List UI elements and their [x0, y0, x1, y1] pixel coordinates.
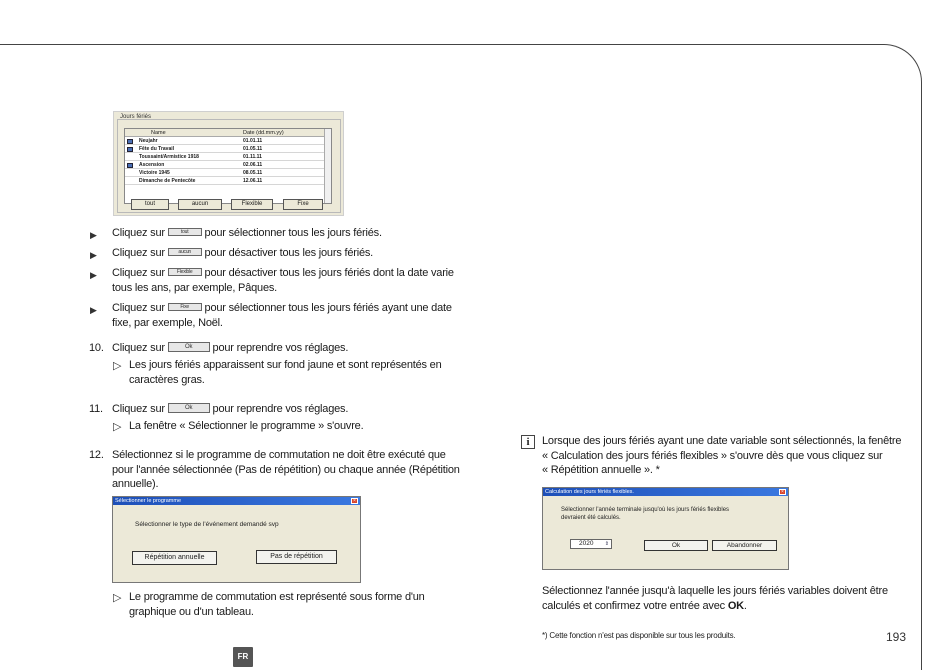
bullet-4-text	[112, 301, 452, 330]
dialog-titlebar	[113, 497, 360, 505]
holiday-name: Toussaint/Armistice 1918	[139, 154, 199, 160]
step-12-text	[112, 448, 460, 492]
step-12-result-line2: graphique ou d'un tableau.	[129, 605, 254, 618]
final-line2-post: .	[743, 599, 747, 612]
info-note-line1: Lorsque des jours fériés ayant une date variable sont sélectionnés, la fenêtre	[542, 435, 902, 447]
bullet-1-pre: Cliquez sur	[112, 227, 165, 239]
final-instruction	[542, 584, 888, 613]
select-program-dialog	[112, 496, 361, 583]
holidays-legend: Jours fériés	[120, 114, 152, 120]
step-10-result-line1: Les jours fériés apparaissent sur fond jaune et sont représentés en	[129, 359, 442, 371]
table-row[interactable]	[125, 154, 325, 161]
footnote: *) Cette fonction n'est pas disponible sur tous les produits.	[542, 631, 736, 640]
dialog-titlebar	[543, 488, 788, 496]
annual-repeat-button[interactable]: Répétition annuelle	[132, 551, 217, 565]
step-10-result-line2: caractères gras.	[129, 373, 205, 386]
inline-ok-button: Ok	[168, 342, 210, 352]
bullet-3-pre: Cliquez sur	[112, 267, 165, 279]
none-button[interactable]: aucun	[178, 199, 222, 210]
step-10-number: 10.	[89, 342, 104, 354]
bullet-4-post: pour sélectionner tous les jours fériés ayant une date	[204, 302, 452, 314]
page-number: 193	[886, 630, 907, 644]
inline-all-button: tout	[168, 228, 202, 236]
holiday-date: 08.05.11	[243, 170, 263, 176]
flexible-button[interactable]: Flexible	[231, 199, 273, 210]
bullet-arrow: ▶	[90, 230, 97, 240]
holiday-name: Fête du Travail	[139, 146, 175, 152]
table-row[interactable]	[125, 170, 325, 177]
bullet-4-pre: Cliquez sur	[112, 302, 165, 314]
step-11-result: La fenêtre « Sélectionner le programme » s'ouvre.	[129, 420, 364, 432]
holidays-table-header	[125, 129, 325, 137]
ok-button[interactable]: Ok	[644, 540, 708, 551]
bullet-arrow: ▶	[90, 305, 97, 315]
holiday-date: 12.06.11	[243, 178, 263, 184]
bullet-3-text	[112, 266, 454, 295]
inline-ok-button: Ok	[168, 403, 210, 413]
holiday-checkbox[interactable]	[127, 163, 133, 168]
step-12-result-line1: Le programme de commutation est représenté sous forme d'un	[129, 591, 425, 603]
column-date-header: Date (dd.mm.yy)	[243, 130, 284, 136]
holiday-date: 01.01.11	[243, 138, 263, 144]
step-12-line2: pour l'année sélectionnée (Pas de répétition) ou chaque année (Répétition	[112, 463, 460, 476]
dialog-message-line1: Sélectionner l'année terminale jusqu'où les jours fériés flexibles	[561, 507, 730, 513]
inline-fixed-button: Fixe	[168, 303, 202, 311]
holiday-date: 01.11.11	[243, 154, 262, 160]
holidays-dialog	[113, 111, 344, 216]
cancel-button[interactable]: Abandonner	[712, 540, 777, 551]
bullet-3-line2: tous les ans, par exemple, Pâques.	[112, 281, 278, 294]
spinner-arrows-icon[interactable]: ⇕	[604, 541, 609, 547]
result-triangle-icon: ▷	[113, 421, 122, 433]
step-11-pre: Cliquez sur	[112, 403, 165, 415]
result-triangle-icon: ▷	[113, 360, 122, 372]
dialog-title: Sélectionner le programme	[115, 498, 182, 504]
step-12-line3: annuelle).	[112, 478, 159, 490]
language-tag: FR	[233, 647, 253, 667]
bullet-4-line2: fixe, par exemple, Noël.	[112, 316, 223, 329]
close-icon[interactable]: ×	[351, 498, 358, 504]
table-row[interactable]	[125, 146, 325, 153]
table-scrollbar[interactable]	[324, 129, 331, 203]
final-line2-bold: OK	[727, 599, 744, 612]
bullet-arrow: ▶	[90, 250, 97, 260]
inline-none-button: aucun	[168, 248, 202, 256]
step-10-post: pour reprendre vos réglages.	[212, 342, 349, 354]
bullet-2-post: pour désactiver tous les jours fériés.	[204, 247, 374, 259]
step-12-result	[129, 590, 425, 619]
final-line1: Sélectionnez l'année jusqu'à laquelle les jours fériés variables doivent être	[542, 585, 888, 597]
holiday-date: 01.05.11	[243, 146, 263, 152]
calc-flexible-dialog	[542, 487, 789, 570]
no-repeat-button[interactable]: Pas de répétition	[256, 550, 337, 564]
holidays-table[interactable]	[124, 128, 332, 204]
table-row[interactable]	[125, 162, 325, 169]
info-note-line2: « Calculation des jours fériés flexibles » s'ouvre dès que vous cliquez sur	[542, 449, 883, 462]
holiday-name: Neujahr	[139, 138, 158, 144]
info-icon: i	[521, 435, 535, 449]
holiday-checkbox[interactable]	[127, 147, 133, 152]
year-spinner-input[interactable]	[570, 539, 612, 549]
dialog-message-line2: devraient été calculés.	[561, 515, 621, 521]
bullet-2-text	[112, 246, 373, 261]
final-line2-pre: calculés et confirmez votre entrée avec	[542, 599, 728, 612]
inline-flexible-button: Flexible	[168, 268, 202, 276]
dialog-title: Calculation des jours fériés flexibles.	[545, 489, 634, 495]
bullet-2-pre: Cliquez sur	[112, 247, 165, 259]
bullet-3-post: pour désactiver tous les jours fériés dont la date varie	[204, 267, 454, 279]
info-note-line3: « Répétition annuelle ». *	[542, 464, 660, 476]
step-10-result	[129, 358, 442, 387]
bullet-1-text	[112, 226, 382, 241]
info-note	[542, 434, 901, 478]
step-12-number: 12.	[89, 449, 104, 461]
table-row[interactable]	[125, 178, 325, 185]
table-row[interactable]	[125, 138, 325, 145]
dialog-message: Sélectionner le type de l'événement demandé svp	[135, 521, 279, 528]
column-name-header: Name	[151, 130, 166, 136]
holiday-name: Ascension	[139, 162, 165, 168]
step-11-number: 11.	[89, 403, 103, 415]
step-10-pre: Cliquez sur	[112, 342, 165, 354]
holiday-name: Dimanche de Pentecôte	[139, 178, 196, 184]
result-triangle-icon: ▷	[113, 592, 122, 604]
bullet-arrow: ▶	[90, 270, 97, 280]
all-button[interactable]: tout	[131, 199, 169, 210]
holiday-checkbox[interactable]	[127, 139, 133, 144]
bullet-1-post: pour sélectionner tous les jours fériés.	[204, 227, 382, 239]
close-icon[interactable]: ×	[779, 489, 786, 495]
step-12-line1: Sélectionnez si le programme de commutation ne doit être exécuté que	[112, 449, 446, 461]
fixed-button[interactable]: Fixe	[283, 199, 323, 210]
step-11-text	[112, 402, 348, 417]
holiday-name: Victoire 1945	[139, 170, 170, 176]
holiday-date: 02.06.11	[243, 162, 263, 168]
step-10-text	[112, 341, 348, 356]
step-11-post: pour reprendre vos réglages.	[212, 403, 349, 415]
year-value: 2020	[579, 540, 594, 547]
